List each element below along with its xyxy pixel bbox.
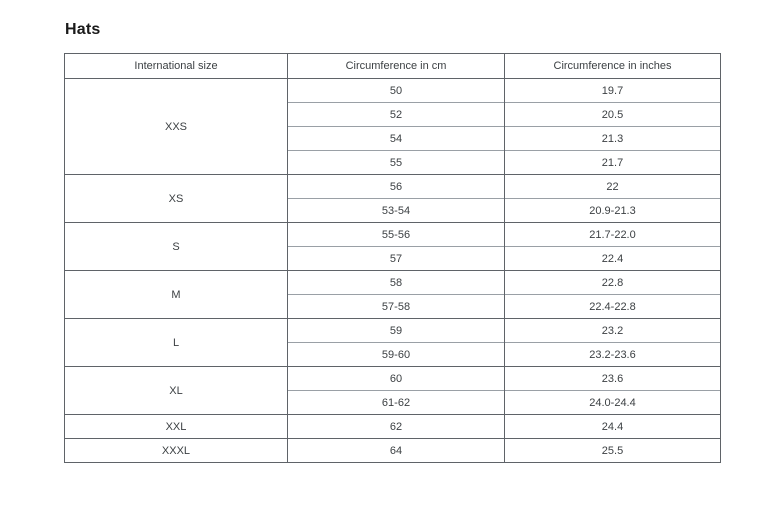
inches-cell: 25.5 [505, 439, 721, 463]
table-row [65, 367, 721, 391]
inches-cell: 24.4 [505, 415, 721, 439]
cm-cell: 62 [288, 415, 505, 439]
inches-cell: 20.5 [505, 103, 721, 127]
table-row [65, 175, 721, 199]
page-title: Hats [65, 21, 101, 38]
size-cell: XS [65, 175, 288, 223]
header-international-size: International size [65, 54, 288, 79]
inches-cell: 23.6 [505, 367, 721, 391]
cm-cell: 53-54 [288, 199, 505, 223]
cm-cell: 57 [288, 247, 505, 271]
table-body [65, 79, 721, 463]
cm-cell: 58 [288, 271, 505, 295]
cm-cell: 57-58 [288, 295, 505, 319]
inches-cell: 22.4-22.8 [505, 295, 721, 319]
cm-cell: 55 [288, 151, 505, 175]
table-row [65, 271, 721, 295]
cm-cell: 55-56 [288, 223, 505, 247]
cm-cell: 60 [288, 367, 505, 391]
header-circumference-inches: Circumference in inches [505, 54, 721, 79]
cm-cell: 64 [288, 439, 505, 463]
inches-cell: 24.0-24.4 [505, 391, 721, 415]
cm-cell: 59-60 [288, 343, 505, 367]
table-row [65, 415, 721, 439]
header-row [65, 54, 721, 79]
inches-cell: 21.7 [505, 151, 721, 175]
cm-cell: 56 [288, 175, 505, 199]
inches-cell: 22.4 [505, 247, 721, 271]
inches-cell: 23.2 [505, 319, 721, 343]
hats-size-table [64, 53, 721, 463]
size-cell: XXS [65, 79, 288, 175]
inches-cell: 21.7-22.0 [505, 223, 721, 247]
cm-cell: 59 [288, 319, 505, 343]
cm-cell: 61-62 [288, 391, 505, 415]
cm-cell: 54 [288, 127, 505, 151]
size-cell: M [65, 271, 288, 319]
cm-cell: 52 [288, 103, 505, 127]
table-row [65, 223, 721, 247]
header-circumference-cm: Circumference in cm [288, 54, 505, 79]
size-cell: XXL [65, 415, 288, 439]
inches-cell: 22 [505, 175, 721, 199]
inches-cell: 22.8 [505, 271, 721, 295]
size-cell: XXXL [65, 439, 288, 463]
size-cell: XL [65, 367, 288, 415]
cm-cell: 50 [288, 79, 505, 103]
table-row [65, 439, 721, 463]
inches-cell: 19.7 [505, 79, 721, 103]
table-row [65, 319, 721, 343]
table-header [65, 54, 721, 79]
inches-cell: 20.9-21.3 [505, 199, 721, 223]
inches-cell: 23.2-23.6 [505, 343, 721, 367]
size-cell: S [65, 223, 288, 271]
table-row [65, 79, 721, 103]
size-cell: L [65, 319, 288, 367]
inches-cell: 21.3 [505, 127, 721, 151]
